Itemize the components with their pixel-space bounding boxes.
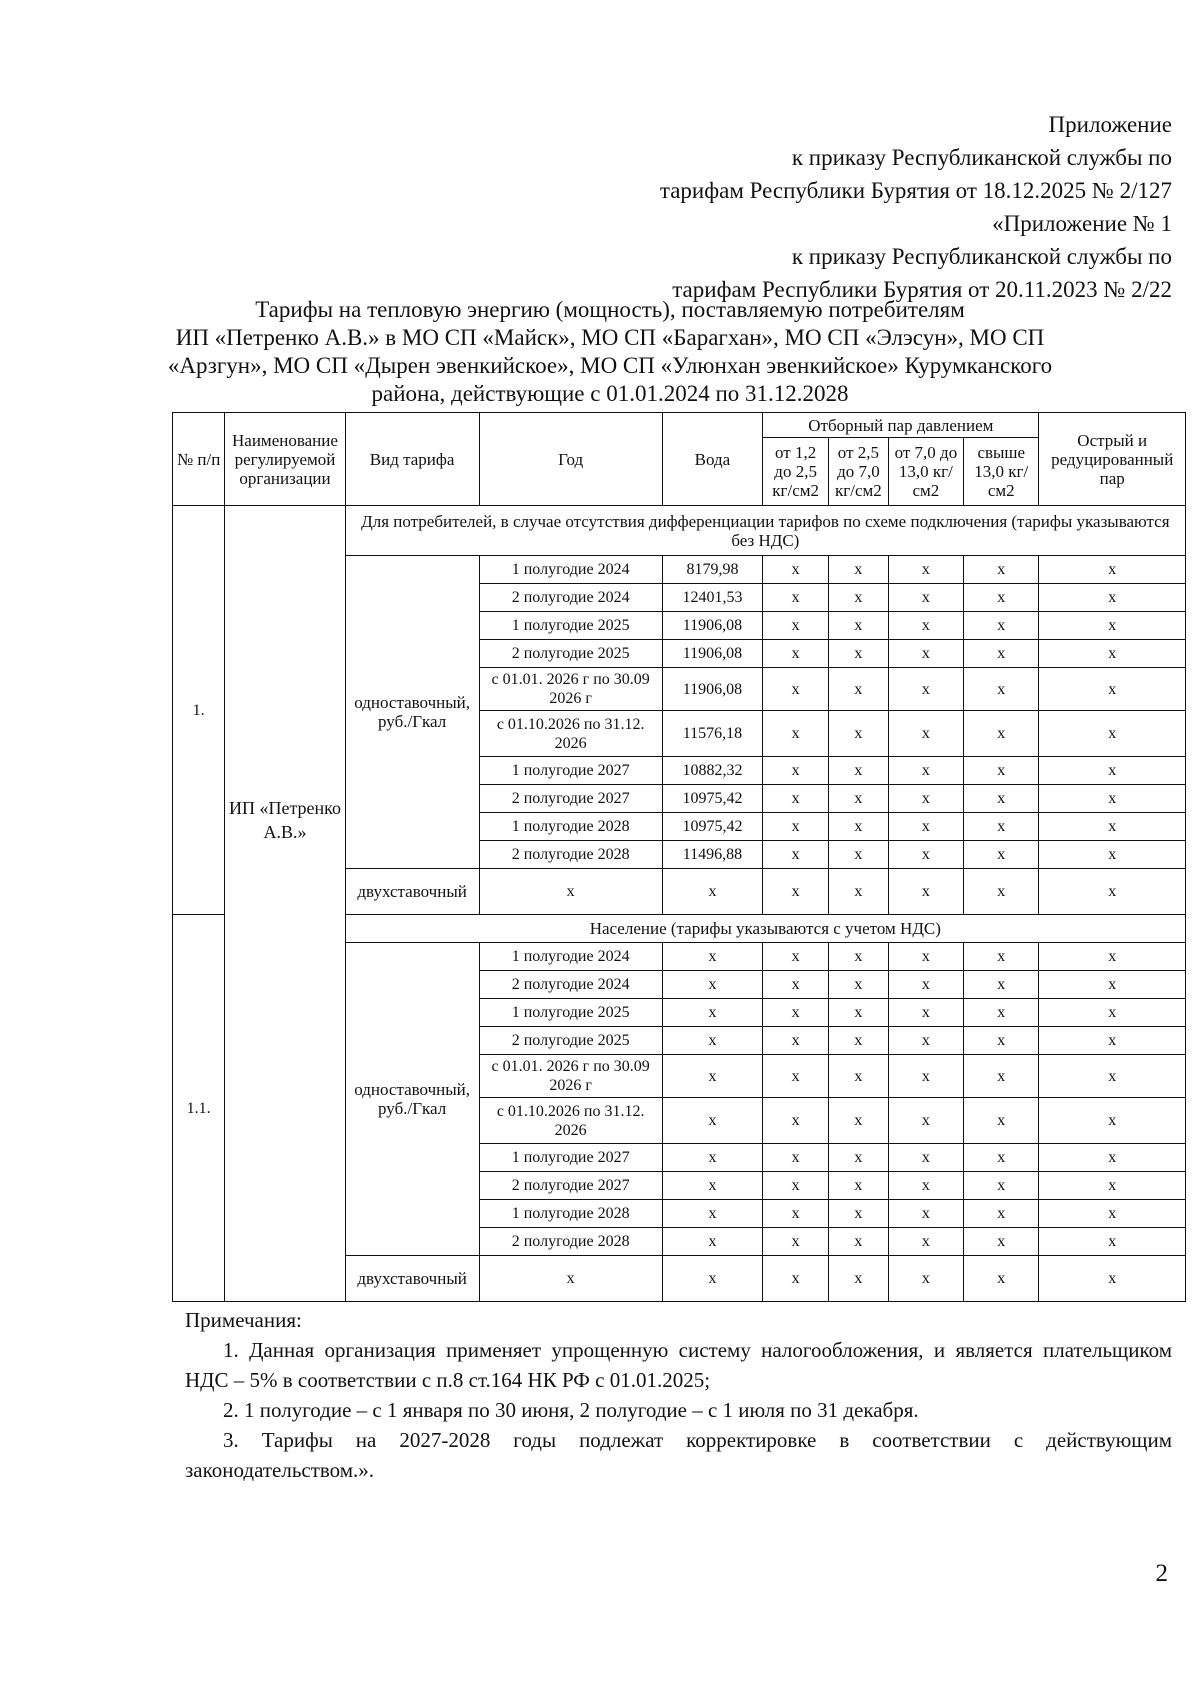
empty-mark-cell: x <box>829 584 889 612</box>
empty-mark-cell: x <box>888 869 963 915</box>
empty-mark-cell: x <box>829 640 889 668</box>
empty-mark-cell: x <box>1039 869 1186 915</box>
period-cell: 1 полугодие 2028 <box>479 1200 662 1228</box>
period-cell: x <box>479 869 662 915</box>
water-cell: 10975,42 <box>662 785 762 813</box>
section-heading: Для потребителей, в случае отсутствия дифференциации тарифов по схеме подключения (тарифы указываются без НДС) <box>345 506 1185 556</box>
empty-mark-cell: x <box>829 1172 889 1200</box>
empty-mark-cell: x <box>964 785 1039 813</box>
empty-mark-cell: x <box>763 999 829 1027</box>
empty-mark-cell: x <box>1039 1098 1186 1144</box>
water-cell: x <box>662 1228 762 1256</box>
header-steam-group: Отборный пар давлением <box>763 413 1039 438</box>
empty-mark-cell: x <box>1039 556 1186 584</box>
period-cell: с 01.01. 2026 г по 30.09 2026 г <box>479 1055 662 1098</box>
empty-mark-cell: x <box>1039 1027 1186 1055</box>
period-cell: 1 полугодие 2025 <box>479 999 662 1027</box>
header-org: Наименование регулируемой организации <box>225 413 345 506</box>
empty-mark-cell: x <box>763 1055 829 1098</box>
empty-mark-cell: x <box>964 556 1039 584</box>
empty-mark-cell: x <box>1039 1144 1186 1172</box>
period-cell: 1 полугодие 2028 <box>479 813 662 841</box>
empty-mark-cell: x <box>763 640 829 668</box>
water-cell: x <box>662 1055 762 1098</box>
empty-mark-cell: x <box>964 757 1039 785</box>
empty-mark-cell: x <box>888 971 963 999</box>
water-cell: x <box>662 1172 762 1200</box>
empty-mark-cell: x <box>763 711 829 757</box>
empty-mark-cell: x <box>964 612 1039 640</box>
period-cell: 1 полугодие 2025 <box>479 612 662 640</box>
period-cell: 2 полугодие 2025 <box>479 640 662 668</box>
empty-mark-cell: x <box>964 1228 1039 1256</box>
water-cell: 11496,88 <box>662 841 762 869</box>
empty-mark-cell: x <box>763 943 829 971</box>
row-number: 1. <box>173 506 225 915</box>
empty-mark-cell: x <box>1039 841 1186 869</box>
empty-mark-cell: x <box>888 757 963 785</box>
empty-mark-cell: x <box>1039 943 1186 971</box>
empty-mark-cell: x <box>763 869 829 915</box>
empty-mark-cell: x <box>763 556 829 584</box>
water-cell: x <box>662 869 762 915</box>
empty-mark-cell: x <box>964 971 1039 999</box>
header-steam-2: от 2,5 до 7,0 кг/см2 <box>829 438 889 506</box>
empty-mark-cell: x <box>1039 668 1186 711</box>
header-steam-3: от 7,0 до 13,0 кг/см2 <box>888 438 963 506</box>
empty-mark-cell: x <box>763 1098 829 1144</box>
empty-mark-cell: x <box>763 971 829 999</box>
period-cell: 1 полугодие 2024 <box>479 943 662 971</box>
empty-mark-cell: x <box>888 1256 963 1302</box>
title-line: ИП «Петренко А.В.» в МО СП «Майск», МО СП «Барагхан», МО СП «Элэсун», МО СП <box>175 325 1045 350</box>
empty-mark-cell: x <box>829 668 889 711</box>
title-line: «Арзгун», МО СП «Дырен эвенкийское», МО СП «Улюнхан эвенкийское» Курумканского <box>167 353 1053 378</box>
header-water: Вода <box>662 413 762 506</box>
empty-mark-cell: x <box>763 612 829 640</box>
empty-mark-cell: x <box>829 711 889 757</box>
period-cell: с 01.10.2026 по 31.12. 2026 <box>479 1098 662 1144</box>
header-line: Приложение <box>1048 112 1172 137</box>
empty-mark-cell: x <box>888 1144 963 1172</box>
header-sharp-steam: Острый и редуцированный пар <box>1039 413 1186 506</box>
section-header-row <box>173 506 1186 556</box>
empty-mark-cell: x <box>964 1172 1039 1200</box>
water-cell: x <box>662 1098 762 1144</box>
empty-mark-cell: x <box>829 556 889 584</box>
empty-mark-cell: x <box>829 813 889 841</box>
period-cell: 1 полугодие 2027 <box>479 757 662 785</box>
header-num: № п/п <box>173 413 225 506</box>
empty-mark-cell: x <box>1039 813 1186 841</box>
notes <box>185 1305 1172 1485</box>
empty-mark-cell: x <box>1039 1055 1186 1098</box>
empty-mark-cell: x <box>1039 1172 1186 1200</box>
period-cell: 2 полугодие 2027 <box>479 785 662 813</box>
empty-mark-cell: x <box>888 1098 963 1144</box>
empty-mark-cell: x <box>1039 1200 1186 1228</box>
period-cell: с 01.01. 2026 г по 30.09 2026 г <box>479 668 662 711</box>
title-line: Тарифы на тепловую энергию (мощность), поставляемую потребителям <box>255 297 965 322</box>
empty-mark-cell: x <box>763 668 829 711</box>
empty-mark-cell: x <box>763 1228 829 1256</box>
empty-mark-cell: x <box>964 813 1039 841</box>
empty-mark-cell: x <box>829 841 889 869</box>
header-line: тарифам Республики Бурятия от 20.11.2023 № 2/22 <box>672 277 1172 302</box>
tariff-type: одноставочный, руб./Гкал <box>345 943 479 1256</box>
page-number: 2 <box>1155 1560 1168 1587</box>
empty-mark-cell: x <box>964 1027 1039 1055</box>
water-cell: 11906,08 <box>662 668 762 711</box>
empty-mark-cell: x <box>888 668 963 711</box>
note-item: 2. 1 полугодие – с 1 января по 30 июня, 2 полугодие – с 1 июля по 31 декабря. <box>223 1398 919 1422</box>
empty-mark-cell: x <box>829 1055 889 1098</box>
water-cell: x <box>662 1144 762 1172</box>
empty-mark-cell: x <box>964 1200 1039 1228</box>
header-steam-4: свыше 13,0 кг/см2 <box>964 438 1039 506</box>
empty-mark-cell: x <box>964 841 1039 869</box>
empty-mark-cell: x <box>888 813 963 841</box>
empty-mark-cell: x <box>964 1055 1039 1098</box>
period-cell: 2 полугодие 2027 <box>479 1172 662 1200</box>
empty-mark-cell: x <box>763 1144 829 1172</box>
empty-mark-cell: x <box>829 943 889 971</box>
period-cell: 1 полугодие 2027 <box>479 1144 662 1172</box>
empty-mark-cell: x <box>1039 640 1186 668</box>
empty-mark-cell: x <box>964 869 1039 915</box>
empty-mark-cell: x <box>1039 999 1186 1027</box>
empty-mark-cell: x <box>763 584 829 612</box>
empty-mark-cell: x <box>1039 757 1186 785</box>
period-cell: 2 полугодие 2024 <box>479 971 662 999</box>
header-line: «Приложение № 1 <box>992 211 1172 236</box>
empty-mark-cell: x <box>1039 1256 1186 1302</box>
empty-mark-cell: x <box>964 711 1039 757</box>
period-cell: 2 полугодие 2024 <box>479 584 662 612</box>
tariff-type: двухставочный <box>345 1256 479 1302</box>
empty-mark-cell: x <box>964 668 1039 711</box>
header-steam-1: от 1,2 до 2,5 кг/см2 <box>763 438 829 506</box>
empty-mark-cell: x <box>888 1027 963 1055</box>
water-cell: x <box>662 1027 762 1055</box>
empty-mark-cell: x <box>829 971 889 999</box>
empty-mark-cell: x <box>829 869 889 915</box>
empty-mark-cell: x <box>1039 584 1186 612</box>
empty-mark-cell: x <box>763 757 829 785</box>
empty-mark-cell: x <box>1039 1228 1186 1256</box>
empty-mark-cell: x <box>888 711 963 757</box>
period-cell: 2 полугодие 2028 <box>479 841 662 869</box>
water-cell: x <box>662 999 762 1027</box>
empty-mark-cell: x <box>888 612 963 640</box>
empty-mark-cell: x <box>763 841 829 869</box>
header-line: тарифам Республики Бурятия от 18.12.2025 № 2/127 <box>659 178 1172 203</box>
document-header <box>660 108 1172 306</box>
water-cell: 11576,18 <box>662 711 762 757</box>
empty-mark-cell: x <box>763 1027 829 1055</box>
water-cell: x <box>662 943 762 971</box>
empty-mark-cell: x <box>964 943 1039 971</box>
empty-mark-cell: x <box>964 1098 1039 1144</box>
empty-mark-cell: x <box>888 841 963 869</box>
empty-mark-cell: x <box>829 999 889 1027</box>
empty-mark-cell: x <box>829 757 889 785</box>
empty-mark-cell: x <box>829 1200 889 1228</box>
empty-mark-cell: x <box>829 785 889 813</box>
section-heading: Население (тарифы указываются с учетом НДС) <box>345 915 1185 943</box>
water-cell: x <box>662 971 762 999</box>
empty-mark-cell: x <box>1039 612 1186 640</box>
empty-mark-cell: x <box>1039 971 1186 999</box>
document-title <box>160 296 1060 408</box>
water-cell: 11906,08 <box>662 612 762 640</box>
empty-mark-cell: x <box>888 1228 963 1256</box>
period-cell: 2 полугодие 2028 <box>479 1228 662 1256</box>
period-cell: с 01.10.2026 по 31.12. 2026 <box>479 711 662 757</box>
empty-mark-cell: x <box>763 1200 829 1228</box>
header-line: к приказу Республиканской службы по <box>791 145 1172 170</box>
notes-heading: Примечания: <box>185 1308 302 1332</box>
empty-mark-cell: x <box>888 785 963 813</box>
water-cell: x <box>662 1256 762 1302</box>
empty-mark-cell: x <box>964 999 1039 1027</box>
period-cell: x <box>479 1256 662 1302</box>
empty-mark-cell: x <box>964 584 1039 612</box>
empty-mark-cell: x <box>964 1256 1039 1302</box>
empty-mark-cell: x <box>829 1228 889 1256</box>
empty-mark-cell: x <box>964 1144 1039 1172</box>
tariff-table <box>172 412 1186 1302</box>
empty-mark-cell: x <box>763 813 829 841</box>
row-number: 1.1. <box>173 915 225 1302</box>
tariff-type: двухставочный <box>345 869 479 915</box>
table-body <box>173 506 1186 1302</box>
empty-mark-cell: x <box>763 1256 829 1302</box>
period-cell: 1 полугодие 2024 <box>479 556 662 584</box>
empty-mark-cell: x <box>1039 785 1186 813</box>
empty-mark-cell: x <box>888 1172 963 1200</box>
header-line: к приказу Республиканской службы по <box>791 244 1172 269</box>
tariff-type: одноставочный, руб./Гкал <box>345 556 479 869</box>
empty-mark-cell: x <box>888 556 963 584</box>
empty-mark-cell: x <box>763 785 829 813</box>
water-cell: 12401,53 <box>662 584 762 612</box>
empty-mark-cell: x <box>888 999 963 1027</box>
empty-mark-cell: x <box>829 1256 889 1302</box>
empty-mark-cell: x <box>964 640 1039 668</box>
title-line: района, действующие с 01.01.2024 по 31.12.2028 <box>371 381 849 406</box>
empty-mark-cell: x <box>888 1055 963 1098</box>
water-cell: 10882,32 <box>662 757 762 785</box>
empty-mark-cell: x <box>888 943 963 971</box>
empty-mark-cell: x <box>888 584 963 612</box>
water-cell: 11906,08 <box>662 640 762 668</box>
header-year: Год <box>479 413 662 506</box>
empty-mark-cell: x <box>829 1027 889 1055</box>
note-item: 3. Тарифы на 2027-2028 годы подлежат корректировке в соответствии с действующим законодательством.». <box>185 1428 1172 1482</box>
period-cell: 2 полугодие 2025 <box>479 1027 662 1055</box>
water-cell: x <box>662 1200 762 1228</box>
empty-mark-cell: x <box>1039 711 1186 757</box>
empty-mark-cell: x <box>829 1098 889 1144</box>
note-item: 1. Данная организация применяет упрощенную систему налогообложения, и является плательщиком НДС – 5% в соответствии с п.8 ст.164 НК РФ с 01.01.2025; <box>185 1338 1172 1392</box>
empty-mark-cell: x <box>888 1200 963 1228</box>
empty-mark-cell: x <box>829 1144 889 1172</box>
empty-mark-cell: x <box>763 1172 829 1200</box>
water-cell: 8179,98 <box>662 556 762 584</box>
header-vid: Вид тарифа <box>345 413 479 506</box>
org-name: ИП «Петренко А.В.» <box>225 506 345 1302</box>
water-cell: 10975,42 <box>662 813 762 841</box>
empty-mark-cell: x <box>888 640 963 668</box>
empty-mark-cell: x <box>829 612 889 640</box>
